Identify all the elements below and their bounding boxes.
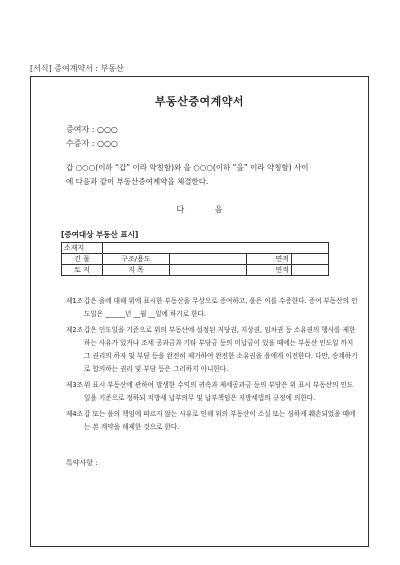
clause-text: 갑은 을에 대해 위에 표시한 부동산을 무상으로 증여하고, 을은 이를 수증한다. 증여 부동산의 인도일은 ______년 __월 __일에 하기로 한다.: [84, 297, 358, 318]
land-category-label: 지 목: [103, 265, 170, 276]
table-row: [62, 254, 329, 265]
donor-line: 증여자 : ○○○: [66, 125, 118, 134]
clause-1: [66, 295, 358, 321]
land-area-value: [292, 265, 329, 276]
table-row: [62, 243, 329, 254]
location-value: [103, 243, 329, 254]
clause-text: 갑은 인도일을 기준으로 위의 부동산에 설정된 저당권, 지상권, 임차권 등 소유권의 행사를 제한하는 사유가 있거나 조세 공과금과 기타 부담금 등의 미납금이 있을 때에는 부동산 인도일 까지 그 권리의 하자 및 부담 등을 완전히 제거하여 완전한 소유권을 을에게 이전한다. 다만, 승계하기로 합의하는 권리 및 부담 등은 그러하지 아니한다.: [84, 326, 358, 373]
building-area-value: [292, 254, 329, 265]
intro-paragraph: [66, 161, 366, 189]
clause-text: 갑 또는 을의 책임에 따르지 않는 사유로 인해 위의 부동산이 소실 또는 심하게 훼손되었을 때에는 본 계약을 해제한 것으로 한다.: [84, 410, 356, 431]
location-label: 소재지: [62, 243, 103, 254]
intro-line-2: 에 다음과 같이 부동산증여계약을 체결한다.: [66, 177, 209, 186]
land-area-label: 면적: [247, 265, 292, 276]
building-label: 건 물: [62, 254, 103, 265]
clause-4: [66, 408, 358, 434]
special-terms-label: 특약사항 :: [66, 459, 98, 467]
clause-3: [66, 379, 358, 405]
section-title: [증여대상 부동산 표시]: [61, 230, 139, 239]
clause-text: 위 표시 부동산에 관하여 발생한 수익의 귀속과 제세공과금 등의 부담은 위 표시 부동산의 인도일을 기준으로 정하되 지방세 납부의무 및 납부책임은 지방세법의 규정에 의한다.: [84, 381, 354, 402]
donee-line: 수증자 : ○○○: [66, 139, 118, 148]
structure-use-value: [170, 254, 247, 265]
clause-number: 제3조: [66, 381, 83, 389]
property-table: [61, 242, 329, 276]
structure-use-label: 구조/용도: [103, 254, 170, 265]
document-title: 부동산증여계약서: [154, 95, 244, 108]
building-area-label: 면적: [247, 254, 292, 265]
clause-number: 제4조: [66, 410, 83, 418]
table-row: [62, 265, 329, 276]
clause-number: 제2조: [66, 326, 83, 334]
form-label: [서식] 증여계약서 : 부동산: [30, 64, 124, 73]
intro-line-1: 갑 ○○○(이하 “갑” 이라 약칭함)와 을 ○○○(이하 “을” 이라 약칭함) 사이: [66, 163, 309, 172]
clauses-list: [66, 295, 358, 437]
land-category-value: [170, 265, 247, 276]
clause-2: [66, 324, 358, 376]
land-label: 토 지: [62, 265, 103, 276]
daum-heading: 다 음: [176, 205, 237, 214]
contract-document: [30, 76, 369, 547]
clause-number: 제1조: [66, 297, 83, 305]
